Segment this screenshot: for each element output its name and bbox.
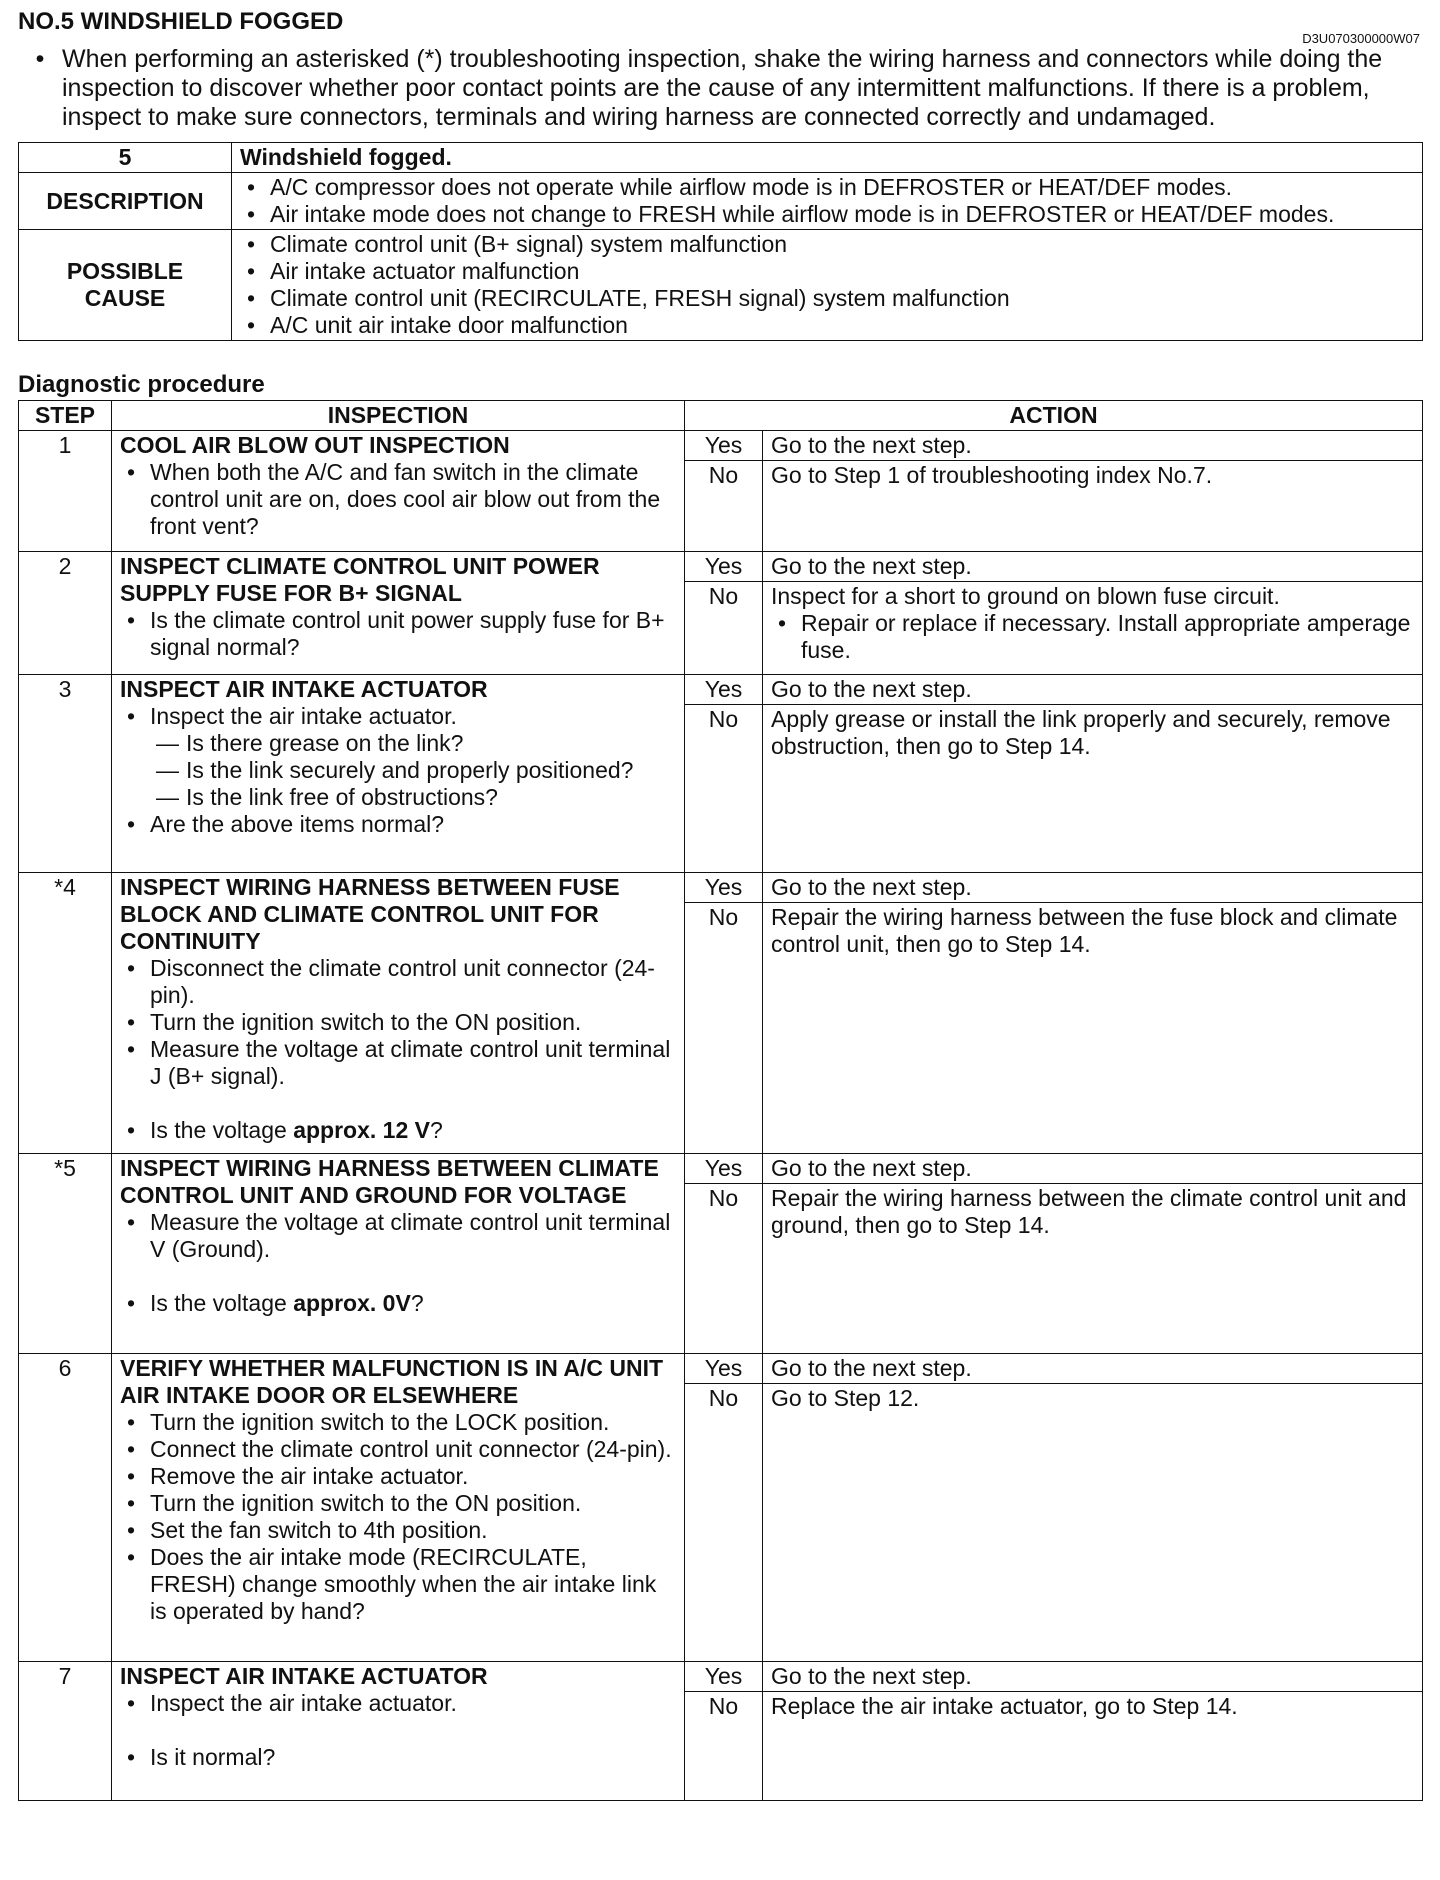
column-header-action: ACTION bbox=[685, 401, 1423, 431]
procedure-step-row bbox=[19, 552, 1423, 675]
yes-action: Go to the next step. bbox=[771, 874, 972, 900]
symptom-number: 5 bbox=[19, 143, 232, 173]
step-number: 7 bbox=[19, 1662, 112, 1801]
yes-action: Go to the next step. bbox=[771, 1155, 972, 1181]
document-id: D3U070300000W07 bbox=[1302, 31, 1420, 46]
yes-label: Yes bbox=[685, 431, 763, 460]
action-cell bbox=[685, 1154, 1423, 1354]
yes-action: Go to the next step. bbox=[771, 1355, 972, 1381]
inspection-item: • Measure the voltage at climate control unit terminal J (B+ signal). bbox=[120, 1036, 678, 1090]
action-cell bbox=[685, 552, 1423, 675]
cause-item: • Air intake actuator malfunction bbox=[240, 258, 1414, 285]
step-number: *4 bbox=[19, 873, 112, 1154]
procedure-title: Diagnostic procedure bbox=[18, 371, 265, 398]
inspection-item: • Connect the climate control unit connector (24-pin). bbox=[120, 1436, 678, 1463]
step-number: 2 bbox=[19, 552, 112, 675]
yes-action: Go to the next step. bbox=[771, 676, 972, 702]
inspection-cell bbox=[112, 873, 685, 1154]
question-text: Is the voltage bbox=[150, 1117, 294, 1143]
inspection-subitem: — Is the link securely and properly positioned? bbox=[156, 757, 678, 784]
question-value: approx. 12 V bbox=[293, 1117, 430, 1143]
procedure-header-row bbox=[19, 401, 1423, 431]
no-action: Inspect for a short to ground on blown fuse circuit. bbox=[771, 583, 1280, 609]
procedure-step-row bbox=[19, 1662, 1423, 1801]
no-action: Replace the air intake actuator, go to Step 14. bbox=[771, 1693, 1238, 1719]
no-branch bbox=[685, 582, 1422, 674]
column-header-step: STEP bbox=[19, 401, 112, 431]
procedure-step-row bbox=[19, 1154, 1423, 1354]
yes-label: Yes bbox=[685, 1662, 763, 1691]
no-branch bbox=[685, 1184, 1422, 1353]
symptom-title: Windshield fogged. bbox=[232, 143, 1423, 173]
intro-note bbox=[18, 45, 1422, 132]
no-label: No bbox=[685, 582, 763, 674]
symptom-summary-table bbox=[18, 142, 1423, 341]
inspection-item: • Disconnect the climate control unit connector (24-pin). bbox=[120, 955, 678, 1009]
inspection-question bbox=[120, 1290, 678, 1317]
yes-label: Yes bbox=[685, 675, 763, 704]
action-cell bbox=[685, 1662, 1423, 1801]
description-row bbox=[19, 173, 1423, 230]
yes-branch bbox=[685, 431, 1422, 461]
inspection-cell bbox=[112, 431, 685, 552]
no-action-block bbox=[763, 582, 1422, 674]
inspection-item: • Is the climate control unit power supply fuse for B+ signal normal? bbox=[120, 607, 678, 661]
possible-cause-label-line1: POSSIBLE bbox=[66, 258, 184, 284]
no-label: No bbox=[685, 705, 763, 872]
inspection-question: • Does the air intake mode (RECIRCULATE, FRESH) change smoothly when the air intake link is operated by hand? bbox=[120, 1544, 678, 1625]
step-number: 3 bbox=[19, 675, 112, 873]
no-label: No bbox=[685, 1184, 763, 1353]
step-number: *5 bbox=[19, 1154, 112, 1354]
inspection-question: • Is it normal? bbox=[120, 1744, 678, 1771]
description-cell bbox=[232, 173, 1423, 230]
no-action: Repair the wiring harness between the fuse block and climate control unit, then go to Step 14. bbox=[771, 904, 1398, 957]
possible-cause-cell bbox=[232, 230, 1423, 341]
summary-header-row bbox=[19, 143, 1423, 173]
question-text: Is the voltage bbox=[150, 1290, 294, 1316]
action-cell bbox=[685, 431, 1423, 552]
no-branch bbox=[685, 1384, 1422, 1661]
inspection-item: • Measure the voltage at climate control unit terminal V (Ground). bbox=[120, 1209, 678, 1263]
yes-branch bbox=[685, 552, 1422, 582]
inspection-question bbox=[120, 1117, 678, 1144]
inspection-cell bbox=[112, 1154, 685, 1354]
question-value: approx. 0V bbox=[293, 1290, 411, 1316]
inspection-heading: COOL AIR BLOW OUT INSPECTION bbox=[120, 432, 510, 458]
no-action: Apply grease or install the link properly and securely, remove obstruction, then go to Step 14. bbox=[771, 706, 1391, 759]
diagnostic-procedure-table bbox=[18, 400, 1423, 1801]
inspection-heading: VERIFY WHETHER MALFUNCTION IS IN A/C UNIT AIR INTAKE DOOR OR ELSEWHERE bbox=[120, 1355, 664, 1408]
possible-cause-row bbox=[19, 230, 1423, 341]
possible-cause-label-line2: CAUSE bbox=[84, 285, 166, 311]
yes-action: Go to the next step. bbox=[771, 1663, 972, 1689]
no-branch bbox=[685, 461, 1422, 551]
inspection-cell bbox=[112, 552, 685, 675]
inspection-subitem: — Is the link free of obstructions? bbox=[156, 784, 678, 811]
inspection-question: • Are the above items normal? bbox=[120, 811, 678, 838]
no-branch bbox=[685, 705, 1422, 872]
procedure-step-row bbox=[19, 675, 1423, 873]
yes-action: Go to the next step. bbox=[771, 553, 972, 579]
cause-item: • A/C unit air intake door malfunction bbox=[240, 312, 1414, 339]
inspection-heading: INSPECT AIR INTAKE ACTUATOR bbox=[120, 676, 488, 702]
procedure-step-row bbox=[19, 431, 1423, 552]
step-number: 1 bbox=[19, 431, 112, 552]
intro-note-text: When performing an asterisked (*) troubleshooting inspection, shake the wiring harness and connectors while doing the inspection to discover whether poor contact points are the cause of any intermittent malfunctions. If there is a problem, inspect to make sure connectors, terminals and wiring harness are connected correctly and undamaged. bbox=[62, 45, 1383, 131]
description-label: DESCRIPTION bbox=[19, 173, 232, 230]
cause-item: • Climate control unit (B+ signal) system malfunction bbox=[240, 231, 1414, 258]
inspection-heading: INSPECT WIRING HARNESS BETWEEN FUSE BLOCK AND CLIMATE CONTROL UNIT FOR CONTINUITY bbox=[120, 874, 620, 954]
description-item: • A/C compressor does not operate while airflow mode is in DEFROSTER or HEAT/DEF modes. bbox=[240, 174, 1414, 201]
page-title: NO.5 WINDSHIELD FOGGED bbox=[18, 8, 344, 35]
no-action: Repair the wiring harness between the climate control unit and ground, then go to Step 14. bbox=[771, 1185, 1407, 1238]
question-mark: ? bbox=[410, 1290, 424, 1316]
no-label: No bbox=[685, 1384, 763, 1661]
yes-branch bbox=[685, 1354, 1422, 1384]
procedure-step-row bbox=[19, 873, 1423, 1154]
no-label: No bbox=[685, 903, 763, 1153]
yes-label: Yes bbox=[685, 552, 763, 581]
step-number: 6 bbox=[19, 1354, 112, 1662]
yes-label: Yes bbox=[685, 1354, 763, 1383]
description-item: • Air intake mode does not change to FRESH while airflow mode is in DEFROSTER or HEAT/DEF modes. bbox=[240, 201, 1414, 228]
yes-branch bbox=[685, 1154, 1422, 1184]
inspection-cell bbox=[112, 675, 685, 873]
inspection-item: • Inspect the air intake actuator. bbox=[120, 703, 678, 730]
yes-action: Go to the next step. bbox=[771, 432, 972, 458]
no-label: No bbox=[685, 461, 763, 551]
bullet-icon: • bbox=[35, 45, 45, 73]
no-label: No bbox=[685, 1692, 763, 1800]
inspection-item: • Remove the air intake actuator. bbox=[120, 1463, 678, 1490]
inspection-subitem: — Is there grease on the link? bbox=[156, 730, 678, 757]
yes-branch bbox=[685, 675, 1422, 705]
no-action: Go to Step 1 of troubleshooting index No.7. bbox=[771, 462, 1213, 488]
inspection-cell bbox=[112, 1662, 685, 1801]
yes-label: Yes bbox=[685, 873, 763, 902]
action-cell bbox=[685, 1354, 1423, 1662]
no-action: Go to Step 12. bbox=[771, 1385, 920, 1411]
inspection-item: • Inspect the air intake actuator. bbox=[120, 1690, 678, 1717]
yes-branch bbox=[685, 1662, 1422, 1692]
action-cell bbox=[685, 675, 1423, 873]
column-header-inspection: INSPECTION bbox=[112, 401, 685, 431]
question-mark: ? bbox=[429, 1117, 443, 1143]
yes-branch bbox=[685, 873, 1422, 903]
inspection-item: • Turn the ignition switch to the ON position. bbox=[120, 1009, 678, 1036]
action-cell bbox=[685, 873, 1423, 1154]
procedure-step-row bbox=[19, 1354, 1423, 1662]
no-branch bbox=[685, 903, 1422, 1153]
inspection-item: • Turn the ignition switch to the ON position. bbox=[120, 1490, 678, 1517]
inspection-item: • Set the fan switch to 4th position. bbox=[120, 1517, 678, 1544]
inspection-item: • Turn the ignition switch to the LOCK position. bbox=[120, 1409, 678, 1436]
inspection-heading: INSPECT AIR INTAKE ACTUATOR bbox=[120, 1663, 488, 1689]
inspection-cell bbox=[112, 1354, 685, 1662]
no-branch bbox=[685, 1692, 1422, 1800]
inspection-item: • When both the A/C and fan switch in the climate control unit are on, does cool air blow out from the front vent? bbox=[120, 459, 678, 540]
yes-label: Yes bbox=[685, 1154, 763, 1183]
inspection-heading: INSPECT WIRING HARNESS BETWEEN CLIMATE CONTROL UNIT AND GROUND FOR VOLTAGE bbox=[120, 1155, 659, 1208]
no-action-item: • Repair or replace if necessary. Install appropriate amperage fuse. bbox=[771, 610, 1414, 664]
possible-cause-label bbox=[19, 230, 232, 341]
inspection-heading: INSPECT CLIMATE CONTROL UNIT POWER SUPPLY FUSE FOR B+ SIGNAL bbox=[120, 553, 600, 606]
cause-item: • Climate control unit (RECIRCULATE, FRESH signal) system malfunction bbox=[240, 285, 1414, 312]
